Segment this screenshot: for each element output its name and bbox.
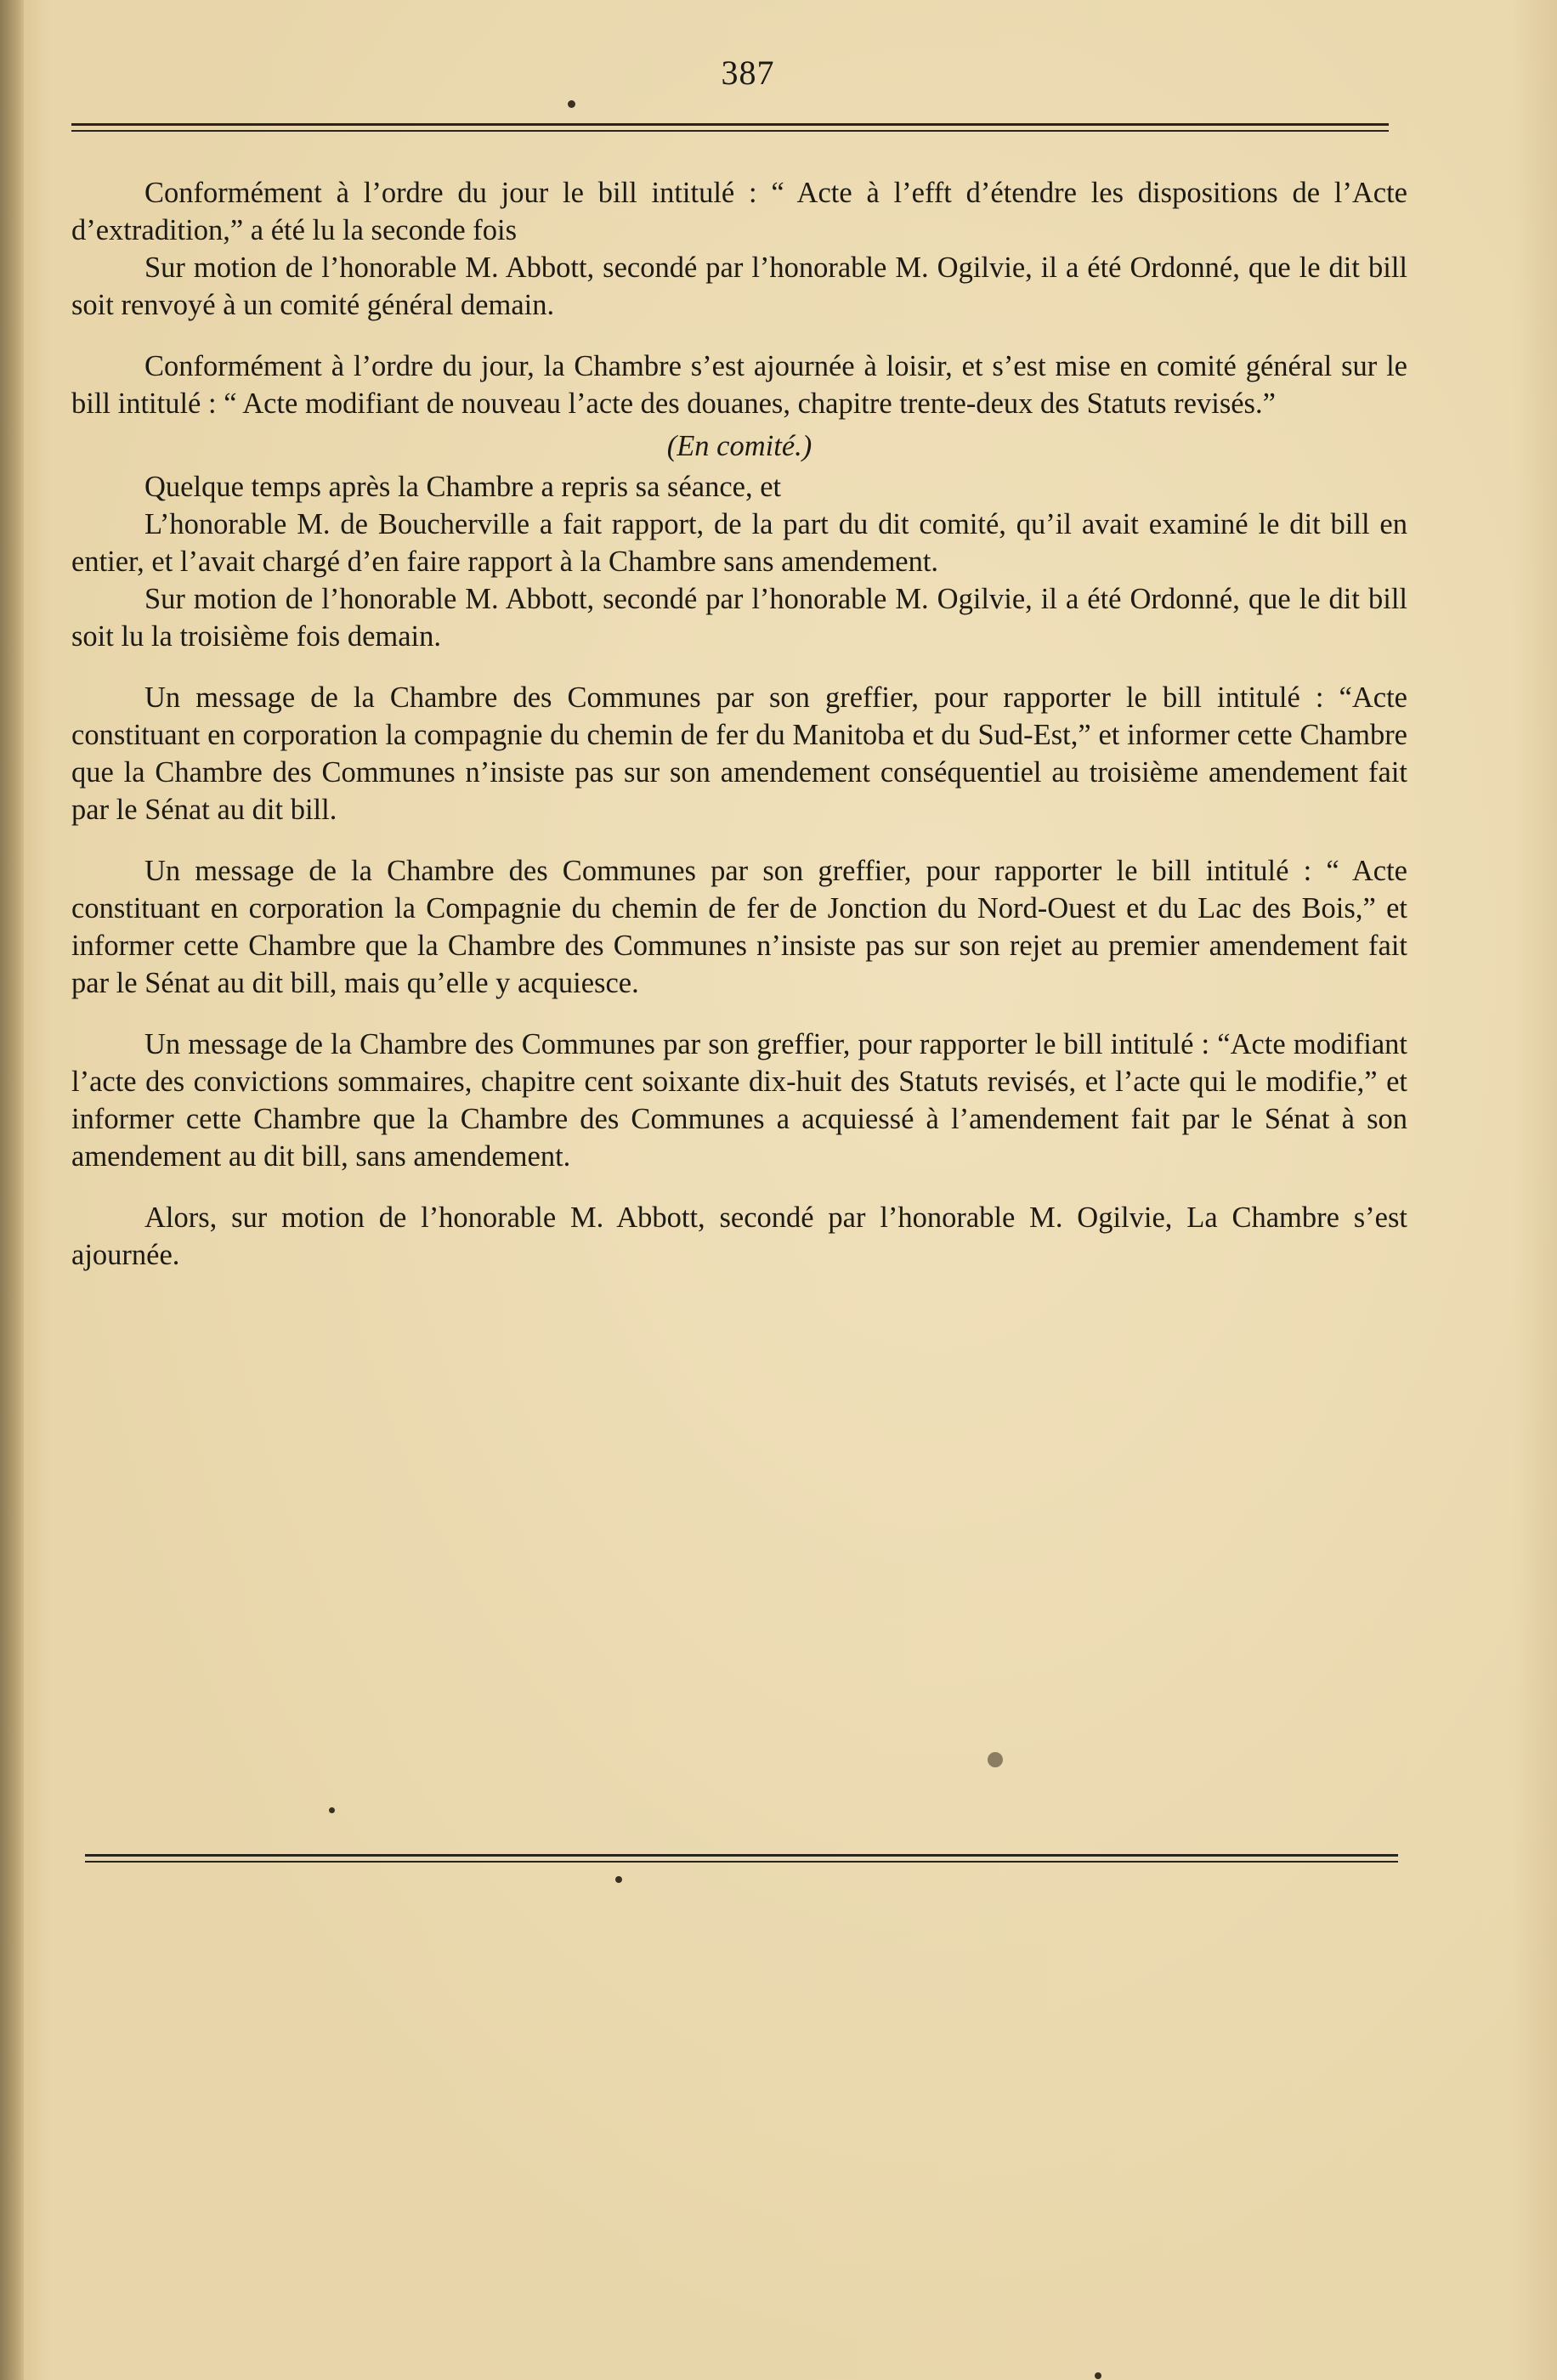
ink-speck (615, 1876, 622, 1883)
paragraph-third-reading: Sur motion de l’honorable M. Abbott, secondé par l’honorable M. Ogilvie, il a été Ordonné, que le dit bill soit lu la troisième fois demain. (71, 583, 1407, 653)
binding-gutter (0, 0, 24, 2380)
paragraph-committee-report: L’honorable M. de Boucherville a fait rapport, de la part du dit comité, qu’il avait examiné le dit bill en entier, et l’avait chargé d’en faire rapport à la Chambre sans amendement. (71, 508, 1407, 578)
paragraph-committee-customs: Conformément à l’ordre du jour, la Chambre s’est ajournée à loisir, et s’est mise en comité général sur le bill intitulé : “ Acte modifiant de nouveau l’acte des douanes, chapitre trente-deux des Statuts revisés.” (71, 350, 1407, 420)
paragraph-second-reading: Conformément à l’ordre du jour le bill intitulé : “ Acte à l’efft d’étendre les dispositions de l’Acte d’extradition,” a été lu la seconde fois (71, 177, 1407, 246)
ink-speck (1095, 2372, 1101, 2379)
bottom-double-rule (85, 1854, 1398, 1864)
paragraph-message-convictions: Un message de la Chambre des Communes par son greffier, pour rapporter le bill intitulé : “Acte modifiant l’acte des convictions sommaires, chapitre cent soixante dix-huit des Statuts revisés, et l’acte qui le modifie,” et informer cette Chambre que la Chambre des Communes a acquiessé à l’amendement fait par le Sénat à son amendement au dit bill, sans amendement. (71, 1028, 1407, 1173)
paragraph-message-manitoba: Un message de la Chambre des Communes par son greffier, pour rapporter le bill intitulé : “Acte constituant en corporation la compagnie du chemin de fer du Manitoba et du Sud-Est,” et informer cette Chambre que la Chambre des Communes n’insiste pas sur son amendement conséquentiel au troisième amendement fait par le Sénat au dit bill. (71, 681, 1407, 826)
paragraph-message-jonction: Un message de la Chambre des Communes par son greffier, pour rapporter le bill intitulé : “ Acte constituant en corporation la Compagnie du chemin de fer de Jonction du Nord-Ouest et du Lac des Bois,” et informer cette Chambre que la Chambre des Communes n’insiste pas sur son rejet au premier amendement fait par le Sénat au dit bill, mais qu’elle y acquiesce. (71, 855, 1407, 999)
ink-speck (329, 1807, 335, 1813)
paragraph-resumed-sitting: Quelque temps après la Chambre a repris sa séance, et (144, 471, 782, 503)
paragraph-adjournment: Alors, sur motion de l’honorable M. Abbott, secondé par l’honorable M. Ogilvie, La Chambre s’est ajournée. (71, 1201, 1407, 1271)
page-number: 387 (721, 54, 775, 92)
top-double-rule (71, 123, 1389, 133)
ink-speck (988, 1752, 1003, 1767)
paragraph-motion-committee: Sur motion de l’honorable M. Abbott, secondé par l’honorable M. Ogilvie, il a été Ordonné, que le dit bill soit renvoyé à un comité général demain. (71, 252, 1407, 321)
in-committee-heading: (En comité.) (666, 430, 812, 462)
journal-text (71, 174, 1407, 1274)
ink-speck (568, 100, 575, 108)
